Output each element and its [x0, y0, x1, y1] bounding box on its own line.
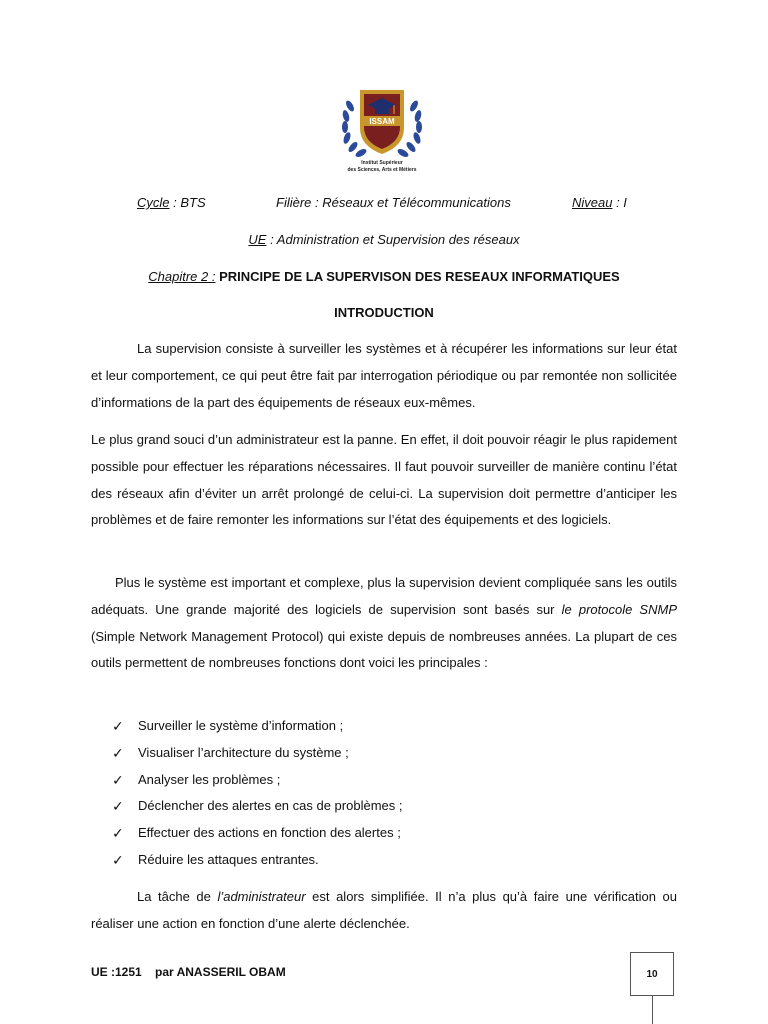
niveau-value: : I [612, 195, 627, 210]
page-number: 10 [646, 968, 658, 980]
footer-text: UE :1251 par ANASSERIL OBAM [91, 965, 286, 979]
ue-value: : Administration et Supervision des réseaux [266, 232, 520, 247]
niveau-label: Niveau [572, 195, 613, 210]
issam-crest-icon [336, 84, 428, 176]
cycle-label: Cycle [137, 195, 170, 210]
check-icon: ✓ [112, 744, 124, 761]
check-icon: ✓ [112, 718, 124, 734]
introduction-heading: INTRODUCTION [334, 305, 434, 320]
paragraph-2: Le plus grand souci d’un administrateur est la panne. En effet, il doit pouvoir réagir le plus rapidement possible pour effectuer les réparations nécessaires. Il faut pouvoir surveiller de manière continu l’état des réseaux afin d’éviter un arrêt prolongé de celui-ci. La supervision doit permettre d’anticiper les problèmes et de faire remonter les informations sur l’état des équipements et des logiciels. [91, 432, 677, 528]
cycle-value: : BTS [169, 195, 206, 210]
paragraph-4 [91, 884, 677, 938]
cycle-field [137, 195, 206, 210]
chapter-heading: PRINCIPE DE LA SUPERVISON DES RESEAUX INFORMATIQUES [215, 269, 620, 284]
list-item-text: Effectuer des actions en fonction des alertes ; [138, 825, 401, 841]
paragraph-3 [91, 570, 677, 677]
list-item [112, 797, 672, 824]
niveau-field [572, 195, 627, 210]
chapter-title [0, 269, 768, 284]
list-item-text: Analyser les problèmes ; [138, 771, 281, 787]
logo-name: ISSAM [369, 117, 395, 126]
list-item [112, 744, 672, 771]
list-item-text: Réduire les attaques entrantes. [138, 851, 319, 867]
chapter-label: Chapitre 2 : [148, 269, 216, 284]
list-item [112, 717, 672, 744]
filiere-field: Filière : Réseaux et Télécommunications [276, 195, 511, 210]
check-icon: ✓ [112, 851, 124, 868]
issam-logo [336, 84, 428, 176]
list-item-text: Surveiller le système d’information ; [138, 718, 344, 733]
paragraph-3-part-b: (Simple Network Management Protocol) qui existe depuis de nombreuses années. La plupart de ces outils permettent de nombreuses fonctions dont voici les principales : [91, 628, 677, 671]
list-item [112, 771, 672, 798]
paragraph-4-emphasis: l’administrateur [217, 889, 306, 904]
list-item [112, 851, 672, 878]
paragraph-1: La supervision consiste à surveiller les systèmes et à récupérer les informations sur leur état et leur comportement, ce qui peut être fait par interrogation périodique ou par remontée non sollicitée d’informations de la part des équipements de réseaux eux-mêmes. [91, 341, 677, 410]
list-item-text: Déclencher des alertes en cas de problèmes ; [138, 798, 403, 814]
paragraph-3-part-a: Plus le système est important et complexe, plus la supervision devient compliquée sans les outils adéquats. Une grande majorité des logiciels de supervision sont basés sur [91, 575, 677, 617]
check-icon: ✓ [112, 798, 124, 815]
logo-subtitle-1: Institut Supérieur [361, 160, 403, 166]
paragraph-4-part-a: La tâche de [137, 889, 218, 904]
list-item [112, 824, 672, 851]
ue-line [0, 232, 768, 247]
check-icon: ✓ [112, 771, 124, 788]
ue-label: UE [248, 232, 267, 247]
check-icon: ✓ [112, 825, 124, 842]
logo-subtitle-2: des Sciences, Arts et Métiers [347, 167, 417, 173]
page-number-box [630, 952, 674, 996]
paragraph-4-part-b: est alors simplifiée. Il n’a plus qu’à faire une vérification ou réaliser une action en fonction d’une alerte déclenchée. [91, 889, 677, 931]
paragraph-3-emphasis: le protocole SNMP [561, 601, 677, 617]
page-number-rule [652, 996, 653, 1024]
list-item-text: Visualiser l’architecture du système ; [138, 744, 349, 760]
functions-list [112, 717, 672, 878]
